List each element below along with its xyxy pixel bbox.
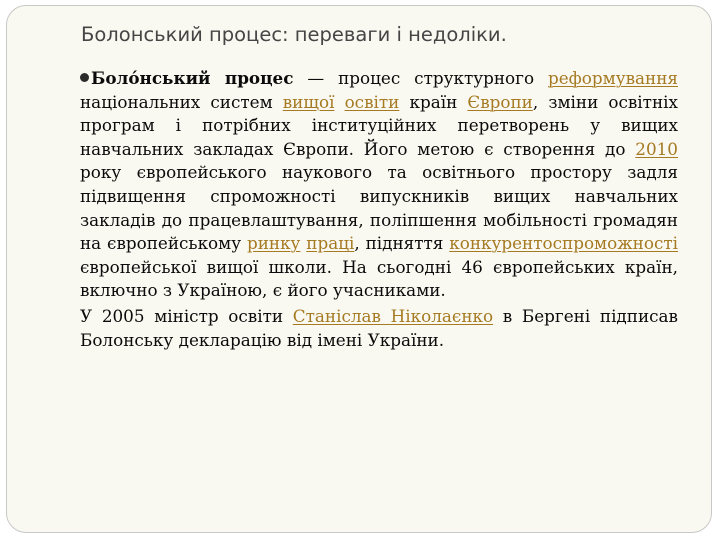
slide-frame (6, 5, 712, 533)
text-segment: У 2005 міністр освіти (80, 305, 293, 326)
text-segment: , підняття (354, 233, 450, 254)
slide-title: Болонський процес: переваги і недоліки. (81, 23, 507, 46)
link-yevropy[interactable]: Європи (467, 91, 533, 112)
link-osvity[interactable]: освіти (344, 91, 400, 112)
term-bologna-process: Боло́нський процес (91, 68, 294, 88)
declaration-paragraph (80, 305, 678, 352)
text-segment: національних систем (80, 91, 283, 112)
link-reformuvannia[interactable]: реформування (548, 68, 678, 88)
text-segment (334, 92, 344, 112)
bullet-icon (80, 73, 89, 82)
bologna-paragraph (80, 67, 678, 303)
link-rynku[interactable]: ринку (246, 233, 301, 254)
slide-body (80, 67, 678, 352)
text-segment: країн (399, 91, 468, 112)
link-pratsi[interactable]: праці (306, 233, 355, 254)
text-segment: , зміни освітніх програм і потрібних інституційних перетворень у вищих навчальних закладах Європи. Його метою є створення до (80, 91, 678, 159)
link-konkurentospromozhnosti[interactable]: конкурентоспроможності (449, 233, 678, 254)
text-segment: — процес структурного (293, 68, 548, 88)
text-segment: в Бергені підписав Болонську декларацію від імені України. (80, 305, 678, 350)
link-vyshchoi[interactable]: вищої (282, 91, 335, 112)
text-segment: року європейського наукового та освітнього простору задля підвищення спроможності випускників вищих навчальних закладів до працевлаштування, поліпшення мобільності громадян на європейському (80, 162, 678, 254)
link-stanislav-nikolaienko[interactable]: Станіслав Ніколаєнко (292, 305, 494, 326)
link-2010[interactable]: 2010 (635, 138, 678, 159)
text-segment: європейської вищої школи. На сьогодні 46 європейських країн, включно з Україною, є його учасниками. (80, 256, 678, 301)
